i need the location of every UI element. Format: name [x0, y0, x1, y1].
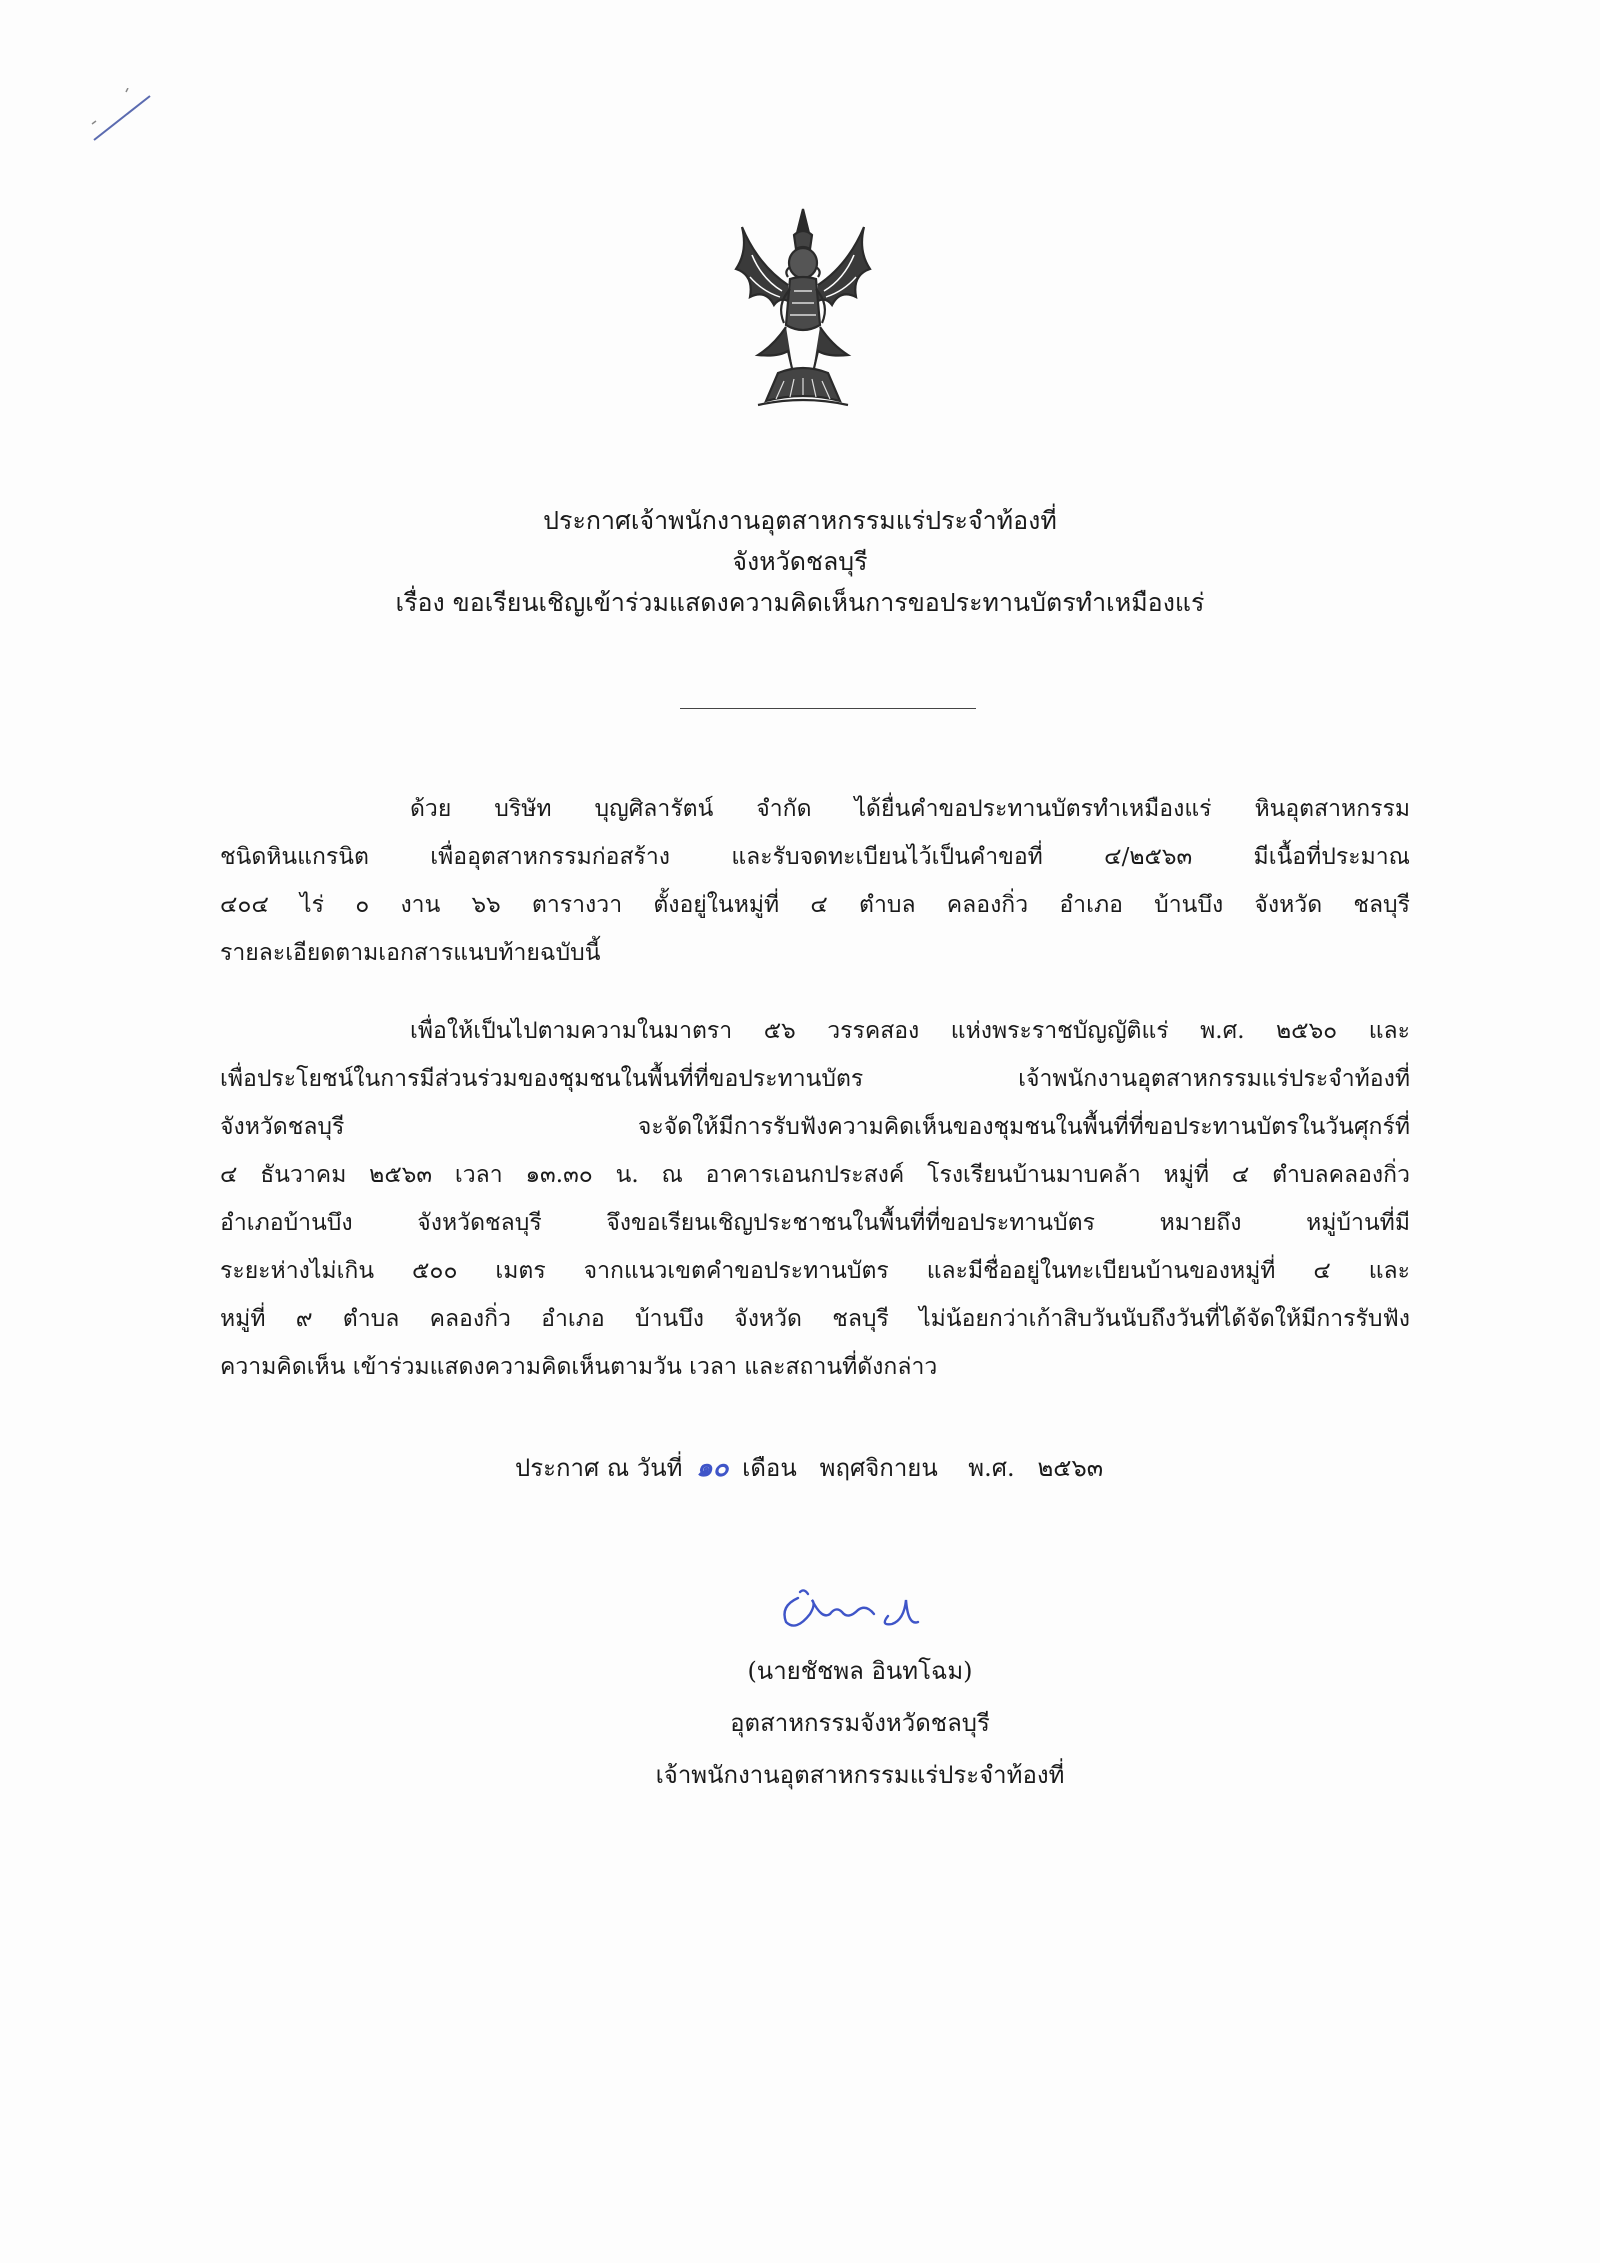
paragraph-hearing [220, 1007, 1410, 1391]
paragraph-line: ๔๐๔ ไร่ ๐ งาน ๖๖ ตารางวา ตั้งอยู่ในหมู่ที่ ๔ ตำบล คลองกิ่ว อำเภอ บ้านบึง จังหวัด ชลบุรี [220, 892, 1410, 918]
year-value: ๒๕๖๓ [1037, 1454, 1104, 1482]
announcement-date [515, 1448, 1103, 1488]
paragraph-line: ๔ ธันวาคม ๒๕๖๓ เวลา ๑๓.๓๐ น. ณ อาคารเอนกประสงค์ โรงเรียนบ้านมาบคล้า หมู่ที่ ๔ ตำบลคลองกิ่ว [220, 1162, 1410, 1188]
announcement-body [220, 785, 1410, 1391]
paragraph-line: อำเภอบ้านบึง จังหวัดชลบุรี จึงขอเรียนเชิญประชาชนในพื้นที่ที่ขอประทานบัตร หมายถึง หมู่บ้านที่มี [220, 1210, 1410, 1236]
month-value: พฤศจิกายน [819, 1454, 938, 1482]
signer-position: อุตสาหกรรมจังหวัดชลบุรี [730, 1709, 990, 1737]
date-prefix: ประกาศ ณ วันที่ [515, 1454, 683, 1482]
header-province: จังหวัดชลบุรี [732, 547, 868, 576]
paragraph-application [220, 785, 1410, 977]
header-authority: ประกาศเจ้าพนักงานอุตสาหกรรมแร่ประจำท้องที่ [543, 506, 1057, 535]
paragraph-line: รายละเอียดตามเอกสารแนบท้ายฉบับนี้ [220, 940, 601, 966]
announcement-header [300, 500, 1300, 623]
signer-block [640, 1645, 1080, 1801]
pen-mark-icon [88, 88, 158, 148]
month-label: เดือน [742, 1454, 797, 1482]
paragraph-line: เพื่อให้เป็นไปตามความในมาตรา ๕๖ วรรคสอง แห่งพระราชบัญญัติแร่ พ.ศ. ๒๕๖๐ และ [410, 1018, 1410, 1044]
paragraph-line: ความคิดเห็น เข้าร่วมแสดงความคิดเห็นตามวัน เวลา และสถานที่ดังกล่าว [220, 1354, 938, 1380]
paragraph-line: เพื่อประโยชน์ในการมีส่วนร่วมของชุมชนในพื้นที่ที่ขอประทานบัตร เจ้าพนักงานอุตสาหกรรมแร่ประจำท้องที่ [220, 1066, 1410, 1092]
garuda-emblem-icon [728, 205, 878, 415]
paragraph-line: หมู่ที่ ๙ ตำบล คลองกิ่ว อำเภอ บ้านบึง จังหวัด ชลบุรี ไม่น้อยกว่าเก้าสิบวันนับถึงวันที่ได้จัดให้มีการรับฟัง [220, 1306, 1410, 1332]
paragraph-line: ชนิดหินแกรนิต เพื่ออุตสาหกรรมก่อสร้าง และรับจดทะเบียนไว้เป็นคำขอที่ ๔/๒๕๖๓ มีเนื้อที่ประมาณ [220, 844, 1410, 870]
paragraph-line: ด้วย บริษัท บุญศิลารัตน์ จำกัด ได้ยื่นคำขอประทานบัตรทำเหมืองแร่ หินอุตสาหกรรม [410, 796, 1410, 822]
handwritten-signature [770, 1570, 990, 1640]
year-label: พ.ศ. [968, 1454, 1015, 1482]
signer-role: เจ้าพนักงานอุตสาหกรรมแร่ประจำท้องที่ [655, 1761, 1065, 1789]
header-divider [680, 708, 976, 709]
header-subject: เรื่อง ขอเรียนเชิญเข้าร่วมแสดงความคิดเห็นการขอประทานบัตรทำเหมืองแร่ [395, 588, 1205, 617]
handwritten-day: ๑๐ [696, 1453, 729, 1483]
paragraph-line: จังหวัดชลบุรี จะจัดให้มีการรับฟังความคิดเห็นของชุมชนในพื้นที่ที่ขอประทานบัตรในวันศุกร์ที่ [220, 1114, 1410, 1140]
paragraph-line: ระยะห่างไม่เกิน ๕๐๐ เมตร จากแนวเขตคำขอประทานบัตร และมีชื่ออยู่ในทะเบียนบ้านของหมู่ที่ ๔ และ [220, 1258, 1410, 1284]
signer-name: (นายชัชพล อินทโฉม) [747, 1657, 973, 1685]
